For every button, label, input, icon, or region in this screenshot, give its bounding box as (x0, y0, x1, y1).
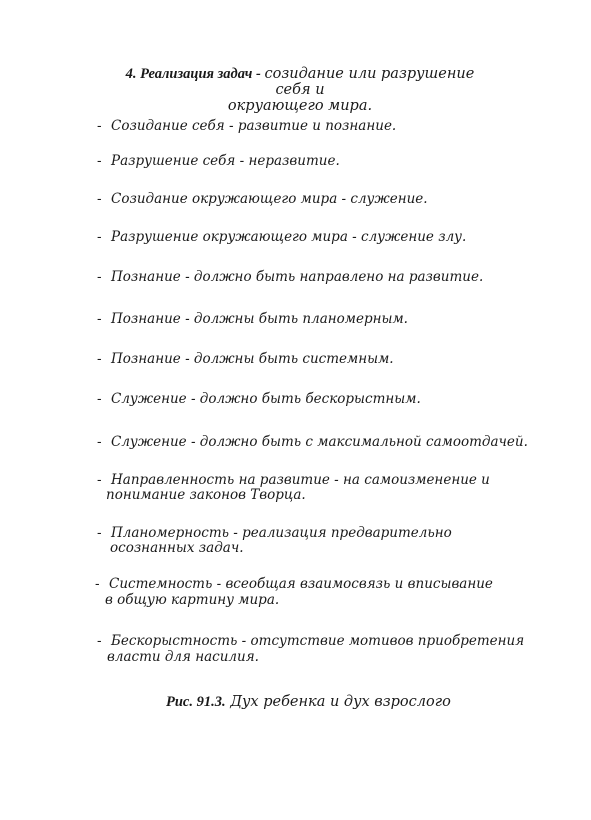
list-dash: - (97, 118, 102, 134)
list-item (97, 118, 396, 134)
list-item-text: Служение - должно быть с максимальной самоотдачей. (111, 434, 528, 450)
list-item-text: Созидание окружающего мира - служение. (111, 191, 428, 207)
list-dash: - (97, 191, 102, 207)
list-dash: - (97, 229, 102, 245)
list-dash: - (97, 434, 102, 450)
list-item (97, 269, 483, 285)
list-dash: - (97, 269, 102, 285)
heading-dash: - (252, 66, 265, 82)
list-dash: - (97, 311, 102, 327)
list-dash: - (97, 153, 102, 169)
section-heading (110, 66, 490, 114)
list-item-continuation (106, 487, 306, 503)
list-item-text: Познание - должны быть системным. (111, 351, 394, 367)
caption-text: Дух ребенка и дух взрослого (230, 694, 451, 710)
list-item-text: Разрушение себя - неразвитие. (111, 153, 340, 169)
list-item (95, 576, 493, 592)
list-item-text: Системность - всеобщая взаимосвязь и вписывание (109, 576, 493, 592)
list-item (97, 229, 466, 245)
list-item (97, 391, 421, 407)
list-item (97, 191, 428, 207)
heading-title: 4. Реализация задач (125, 66, 253, 82)
list-item (97, 351, 394, 367)
list-item-text: понимание законов Творца. (106, 487, 306, 503)
list-dash: - (97, 351, 102, 367)
list-item-continuation (107, 649, 259, 665)
list-dash: - (97, 633, 102, 649)
list-item-text: Разрушение окружающего мира - служение злу. (111, 229, 467, 245)
list-dash: - (95, 576, 100, 592)
heading-text-line2: окруающего мира. (227, 98, 373, 114)
list-item (97, 153, 340, 169)
list-item (97, 633, 524, 649)
list-item-text: Познание - должны быть планомерным. (111, 311, 408, 327)
list-dash: - (97, 391, 102, 407)
list-item-text: Созидание себя - развитие и познание. (111, 118, 397, 134)
list-item-text: в общую картину мира. (105, 592, 280, 608)
figure-caption (166, 693, 451, 711)
list-item-continuation (105, 592, 279, 608)
list-item-continuation (110, 540, 244, 556)
list-item (97, 525, 452, 541)
list-item-text: Направленность на развитие - на самоизменение и (111, 472, 490, 488)
list-dash: - (97, 525, 102, 541)
list-item-text: Планомерность - реализация предварительно (111, 525, 452, 541)
list-item (97, 472, 490, 488)
list-item (97, 434, 528, 450)
list-item-text: Познание - должно быть направлено на развитие. (111, 269, 484, 285)
list-dash: - (97, 472, 102, 488)
list-item (97, 311, 408, 327)
list-item-text: Служение - должно быть бескорыстным. (111, 391, 421, 407)
list-item-text: осознанных задач. (110, 540, 244, 556)
list-item-text: Бескорыстность - отсутствие мотивов приобретения (111, 633, 525, 649)
list-item-text: власти для насилия. (107, 649, 259, 665)
heading-text-line1: созидание или разрушение себя и (264, 66, 475, 98)
caption-label: Рис. 91.3. (166, 694, 226, 710)
